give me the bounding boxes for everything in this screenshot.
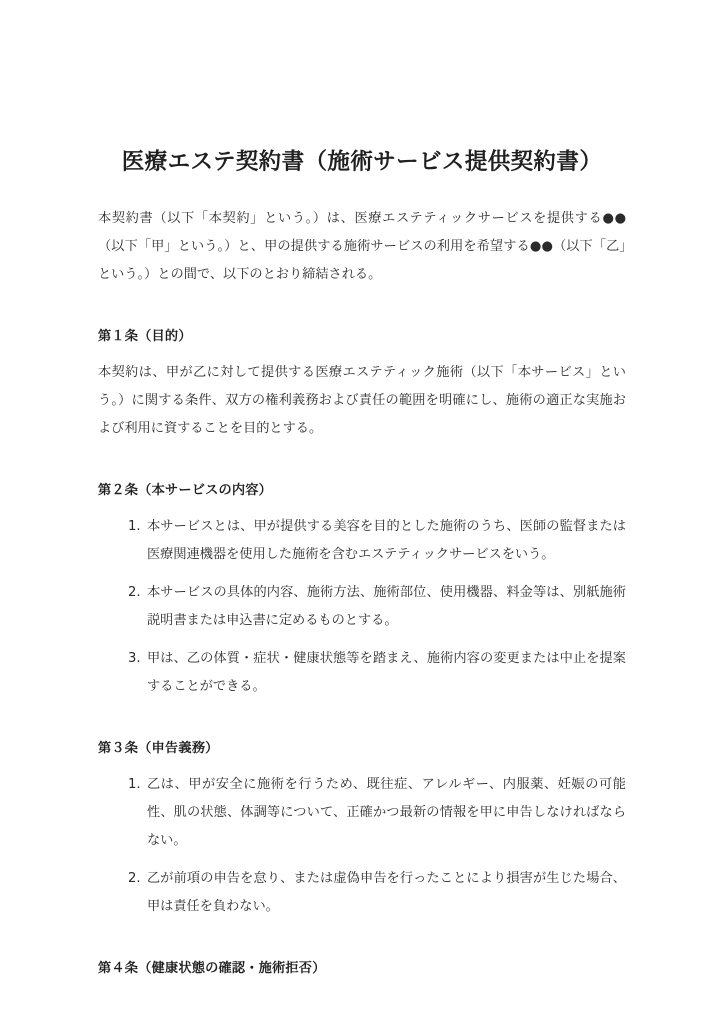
preamble-paragraph: 本契約書（以下「本契約」という。）は、医療エステティックサービスを提供する●●（以下「甲」という。）と、甲の提供する施術サービスの利用を希望する●●（以下「乙」という。）との間で、以下のとおり締結される。 [98, 211, 626, 282]
article-3-heading: 第３条（申告義務） [98, 741, 219, 756]
article-2-heading: 第２条（本サービスの内容） [98, 483, 273, 498]
list-item-marker: 2. [128, 585, 141, 600]
article-1-heading: 第１条（目的） [98, 329, 192, 344]
document-body [98, 205, 626, 991]
list-item-text: 本サービスとは、甲が提供する美容を目的とした施術のうち、医師の監督または医療関連機器を使用した施術を含むエステティックサービスをいう。 [147, 519, 626, 562]
article-2-item-list [98, 513, 626, 701]
list-item [98, 645, 626, 701]
list-item-marker: 2. [128, 871, 141, 886]
list-item-text: 本サービスの具体的内容、施術方法、施術部位、使用機器、料金等は、別紙施術説明書または申込書に定めるものとする。 [147, 585, 626, 628]
list-item-text: 乙が前項の申告を怠り、または虚偽申告を行ったことにより損害が生じた場合、甲は責任を負わない。 [147, 871, 626, 914]
article-2 [98, 477, 626, 701]
list-item-text: 乙は、甲が安全に施術を行うため、既往症、アレルギー、内服薬、妊娠の可能性、肌の状態、体調等について、正確かつ最新の情報を甲に申告しなければならない。 [147, 777, 626, 848]
list-item-marker: 3. [128, 651, 141, 666]
article-4-heading: 第４条（健康状態の確認・施術拒否） [98, 961, 326, 976]
list-item-marker: 1. [128, 519, 141, 534]
list-item-marker: 1. [128, 777, 141, 792]
list-item [98, 513, 626, 569]
article-1-body: 本契約は、甲が乙に対して提供する医療エステティック施術（以下「本サービス」という。）に関する条件、双方の権利義務および責任の範囲を明確にし、施術の適正な実施および利用に資することを目的とする。 [98, 365, 626, 436]
article-3 [98, 735, 626, 921]
list-item [98, 579, 626, 635]
list-item-text: 甲は、乙の体質・症状・健康状態等を踏まえ、施術内容の変更または中止を提案することができる。 [147, 651, 626, 694]
list-item [98, 865, 626, 921]
article-1 [98, 323, 626, 443]
document-title: 医療エステ契約書（施術サービス提供契約書） [121, 149, 603, 176]
article-3-item-list [98, 771, 626, 921]
article-4 [98, 955, 626, 983]
list-item [98, 771, 626, 855]
